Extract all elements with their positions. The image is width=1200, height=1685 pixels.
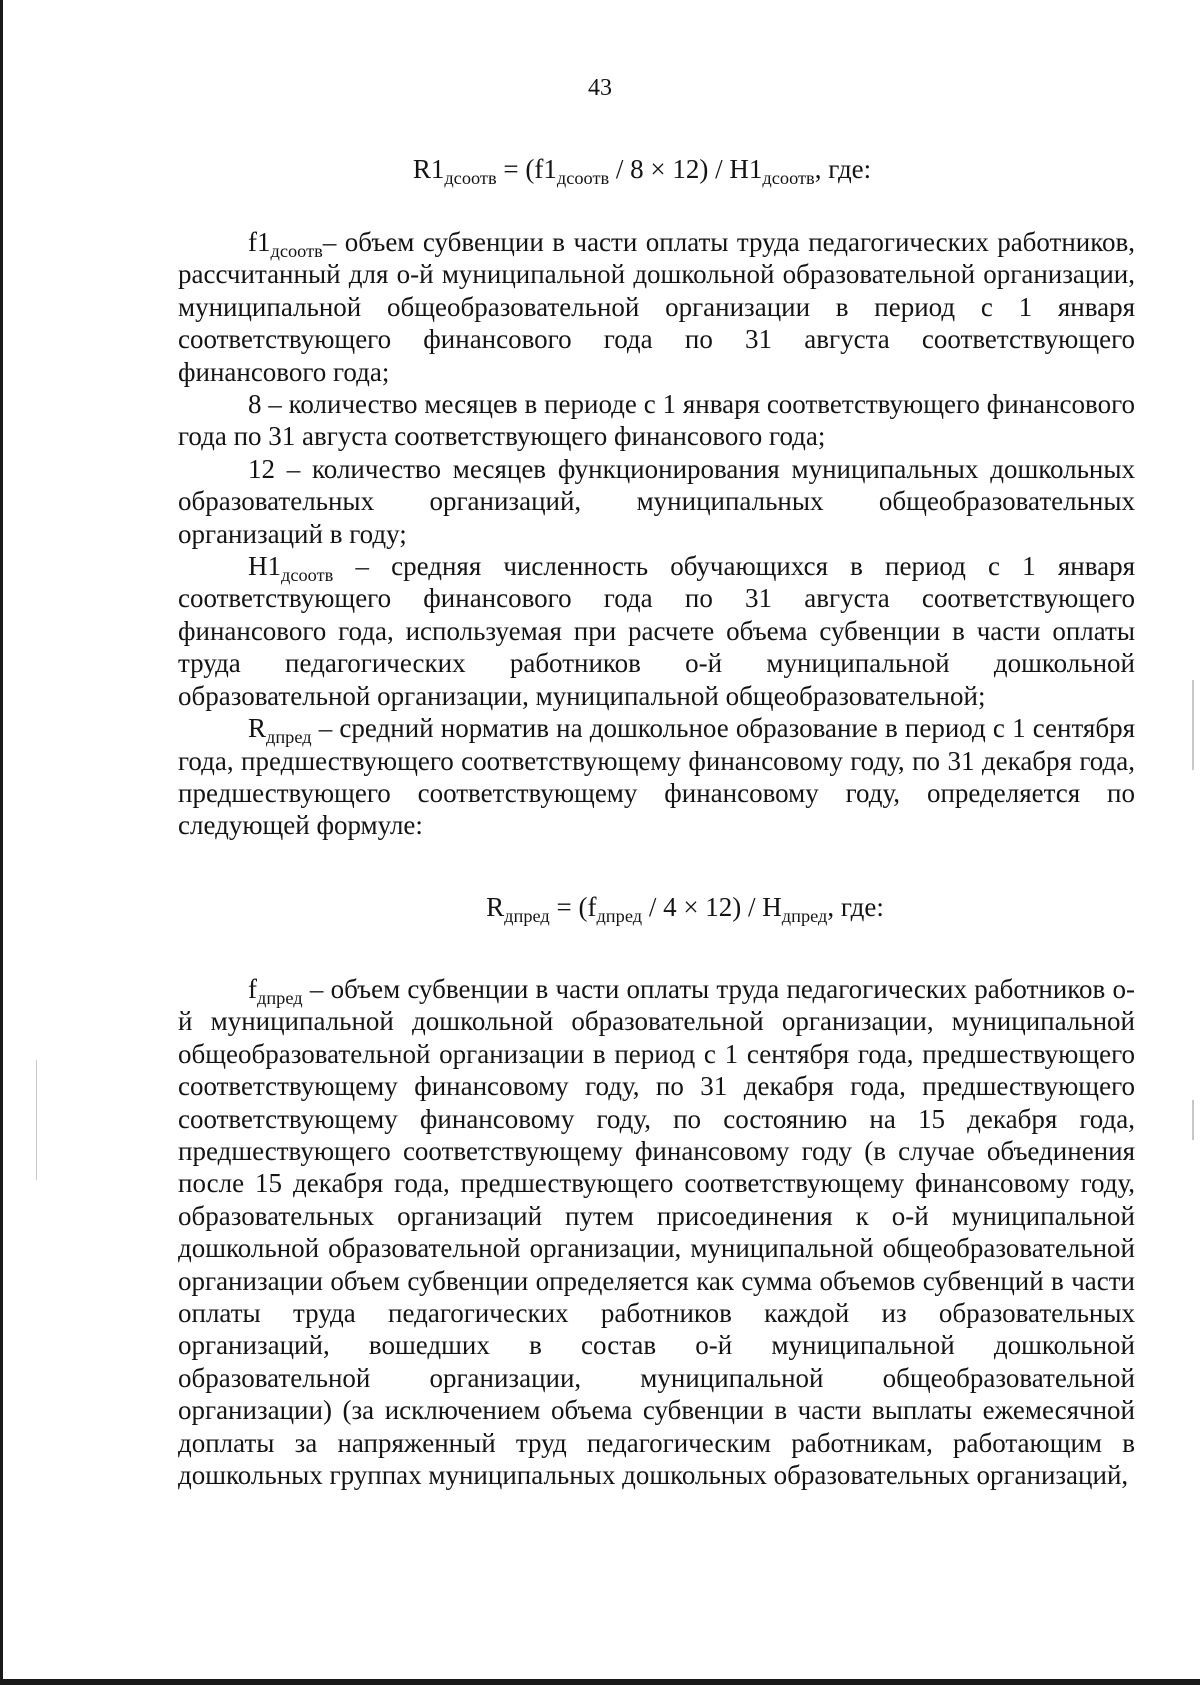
formula-2-lhs-sub: дпред xyxy=(504,905,550,926)
formula-1-h-sub: дсоотв xyxy=(762,167,815,188)
definition-f-text: – объем субвенции в части оплаты труда педагогических работников о-й муниципальной дошкольной образовательной организации, муниципальной общеобразовательной организации в период с 1 сентября года, предшествующего соответствующему финансовому году, по 31 декабря года, предшествующего соответствующему финансовому году, по состоянию на 15 декабря года, предшествующего соответствующему финансовому году (в случае объединения после 15 декабря года, предшествующего соответствующему финансовому году, образовательных организаций путем присоединения к о-й муниципальной дошкольной образовательной организации, муниципальной общеобразовательной организации объем субвенции определяется как сумма объемов субвенций в части оплаты труда педагогических работников каждой из образовательных организаций, вошедших в состав о-й муниципальной дошкольной образовательной организации, муниципальной общеобразовательной организации) (за исключением объема субвенции в части выплаты ежемесячной доплаты за напряженный труд педагогическим работникам, работающим в дошкольных группах муниципальных дошкольных образовательных организаций, xyxy=(178,974,1135,1491)
formula-2-mid: / 4 × 12) / H xyxy=(642,892,782,922)
formula-1-eq-open: = (f1 xyxy=(496,154,557,184)
symbol-f1-sub: дсоотв xyxy=(270,240,323,261)
definition-f1-dsootv xyxy=(178,226,1135,388)
definitions-block-1 xyxy=(178,226,1135,842)
definition-h1-dsootv xyxy=(178,550,1135,712)
formula-2-h-sub: дпред xyxy=(781,905,828,926)
formula-1-mid: / 8 × 12) / H1 xyxy=(609,154,763,184)
scan-artifact-left-1 xyxy=(36,1060,37,1180)
formula-1-lhs-sub: дсоотв xyxy=(444,167,497,188)
formula-1-f-sub: дсоотв xyxy=(556,167,610,188)
symbol-h1: H1 xyxy=(248,551,281,582)
formula-r-dpred xyxy=(0,891,1200,926)
formula-1-lhs: R1 xyxy=(412,154,445,184)
formula-r1-dsootv xyxy=(0,153,1200,188)
definition-f-dpred xyxy=(178,973,1135,1492)
definition-f1-text: – объем субвенции в части оплаты труда педагогических работников, рассчитанный для о-й муниципальной дошкольной образовательной организации, муниципальной общеобразовательной организации в период с 1 января соответствующего финансового года по 31 августа соответствующего финансового года; xyxy=(178,227,1135,387)
scan-border-bottom xyxy=(0,1679,1200,1685)
formula-2-lhs: R xyxy=(486,892,505,922)
scan-artifact-right-2 xyxy=(1192,1100,1194,1140)
definition-r-dpred xyxy=(178,712,1135,842)
symbol-h1-sub: дсоотв xyxy=(281,564,334,585)
symbol-f-sub: дпред xyxy=(257,987,303,1008)
definitions-block-2 xyxy=(178,973,1135,1492)
symbol-r: R xyxy=(248,713,267,744)
symbol-f: f xyxy=(248,974,257,1004)
formula-1-tail: , где: xyxy=(814,154,872,184)
formula-2-tail: , где: xyxy=(827,892,884,922)
scan-artifact-right-1 xyxy=(1192,680,1194,770)
scan-border-left xyxy=(0,0,3,1685)
definition-12-months: 12 – количество месяцев функционирования муниципальных дошкольных образовательных организаций, муниципальных общеобразовательных организаций в году; xyxy=(178,453,1135,549)
definition-h1-text: – средняя численность обучающихся в период с 1 января соответствующего финансового года по 31 августа соответствующего финансового года, используемая при расчете объема субвенции в части оплаты труда педагогических работников о-й муниципальной дошкольной образовательной организации, муниципальной общеобразовательной; xyxy=(178,551,1135,711)
symbol-f1: f1 xyxy=(248,227,271,257)
formula-2-eq-open: = (f xyxy=(549,892,597,922)
page-number: 43 xyxy=(588,75,612,101)
symbol-r-sub: дпред xyxy=(266,726,312,747)
formula-2-f-sub: дпред xyxy=(596,905,643,926)
definition-r-text: – средний норматив на дошкольное образование в период с 1 сентября года, предшествующего соответствующему финансовому году, по 31 декабря года, предшествующего соответствующему финансовому году, определяется по следующей формуле: xyxy=(178,713,1135,841)
definition-8-months: 8 – количество месяцев в периоде с 1 января соответствующего финансового года по 31 августа соответствующего финансового года; xyxy=(178,389,1135,452)
